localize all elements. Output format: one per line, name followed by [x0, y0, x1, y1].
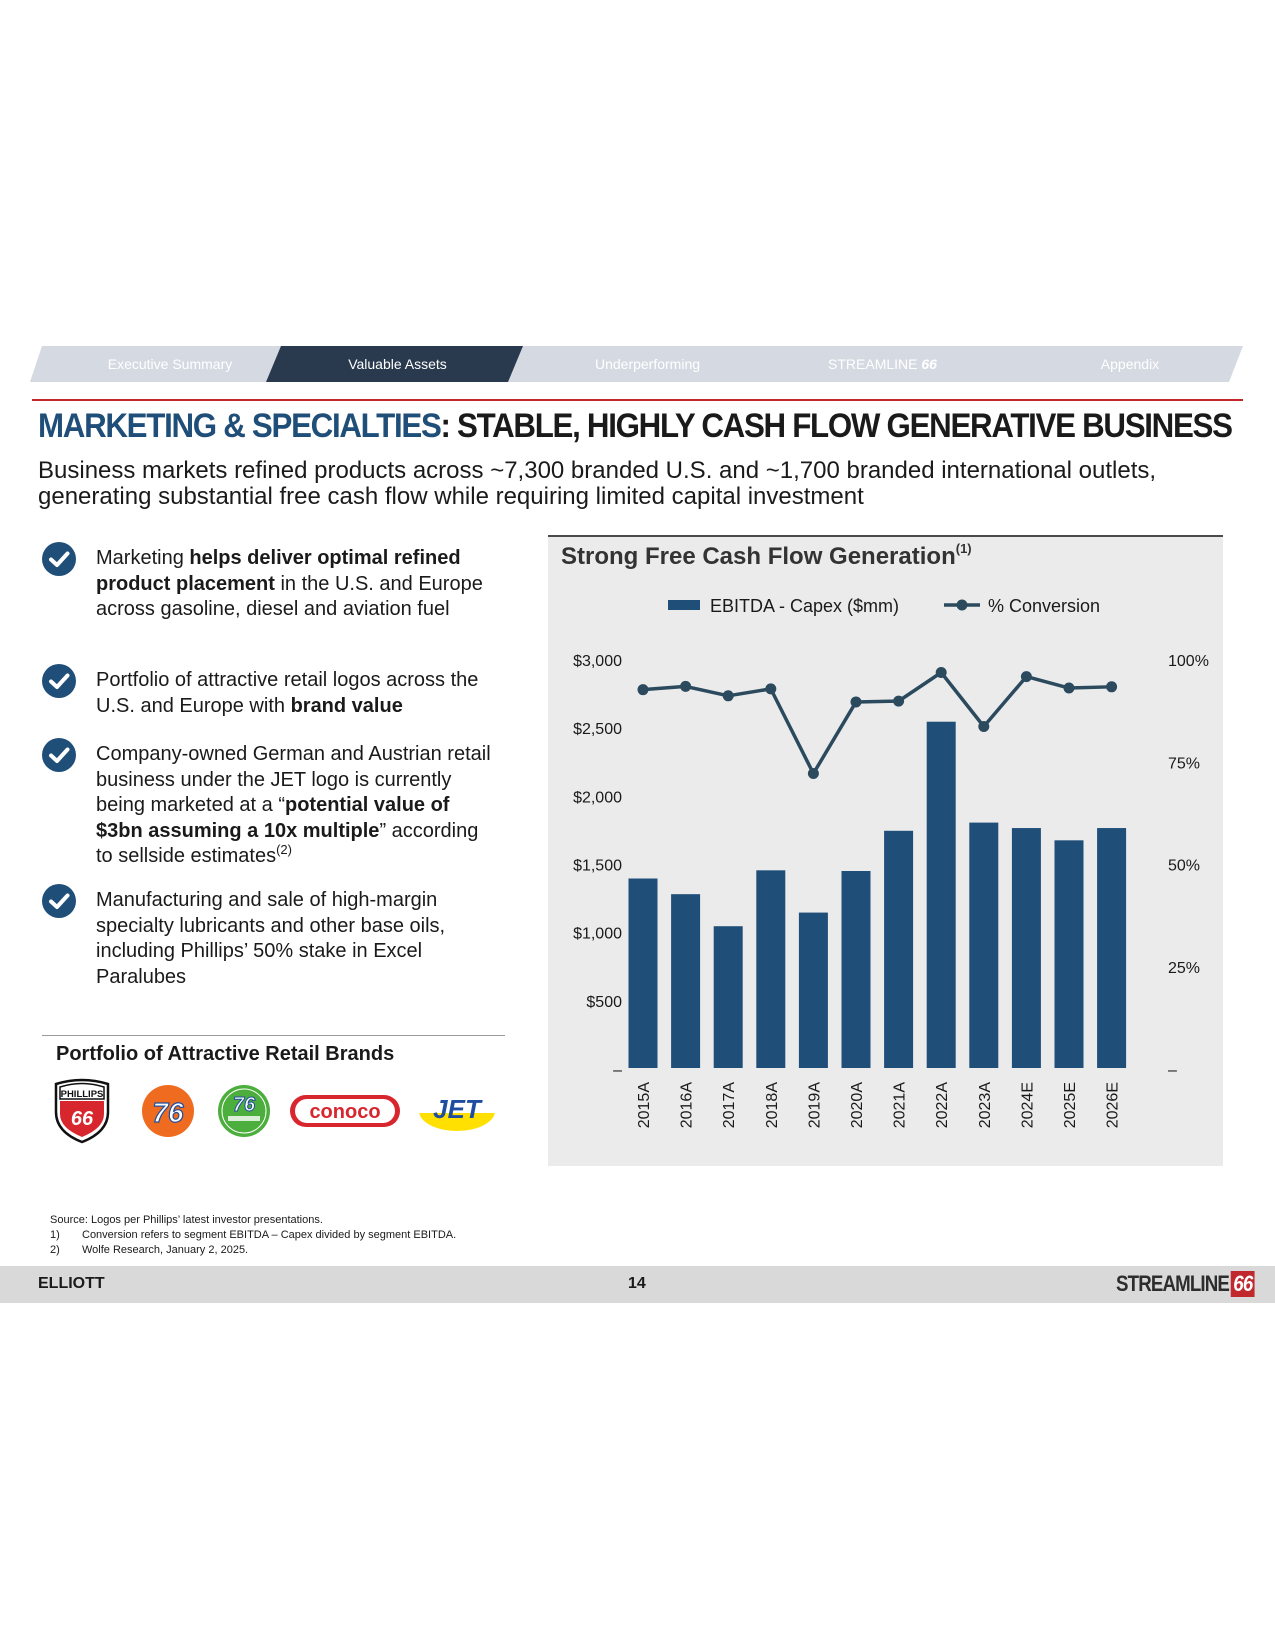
x-tick-label: 2022A [934, 1082, 952, 1129]
jet-logo [419, 1091, 495, 1131]
page-footer [0, 1266, 1275, 1303]
y-right-tick-label: 50% [1168, 857, 1201, 875]
x-tick-label: 2018A [763, 1082, 781, 1129]
76-renewable-logo [218, 1085, 270, 1137]
bar [629, 878, 658, 1068]
tab-streamline-66[interactable] [775, 346, 990, 382]
76-logo [142, 1085, 194, 1137]
x-tick-label: 2015A [636, 1082, 653, 1129]
footnote-source: Source: Logos per Phillips’ latest investor presentations. [50, 1214, 323, 1226]
svg-text:PHILLIPS: PHILLIPS [60, 1089, 104, 1100]
x-tick-label: 2020A [849, 1082, 866, 1129]
brands-divider [42, 1035, 505, 1036]
tab-streamline-label: STREAMLINE [828, 356, 918, 372]
tab-streamline-suffix: 66 [921, 356, 937, 372]
x-tick-label: 2026E [1104, 1082, 1122, 1129]
phillips66-logo [56, 1080, 108, 1142]
brand-logos [52, 1078, 502, 1144]
x-tick-label: 2017A [721, 1082, 739, 1129]
conversion-point [978, 721, 989, 732]
svg-text:JET: JET [433, 1094, 481, 1124]
header-divider [32, 399, 1243, 401]
svg-text:76: 76 [232, 1094, 256, 1116]
svg-text:66: 66 [70, 1108, 94, 1130]
tab-executive-summary[interactable]: Executive Summary [107, 356, 233, 372]
conversion-point [1021, 671, 1032, 682]
page-title-part2: : STABLE, HIGHLY CASH FLOW GENERATIVE BUSINESS [440, 407, 1232, 445]
footnote-1: 1) Conversion refers to segment EBITDA – Capex divided by segment EBITDA. [50, 1229, 457, 1241]
conversion-point [808, 768, 819, 779]
footnotes [50, 1213, 456, 1258]
tab-appendix[interactable]: Appendix [1100, 356, 1160, 372]
bullet-4-text: Manufacturing and sale of high-margin specialty lubricants and other base oils, including Phillips’ 50% stake in Excel Paralubes [96, 889, 446, 988]
footer-brand: ELLIOTT [38, 1275, 105, 1292]
legend-line-marker [957, 600, 968, 611]
x-tick-label: 2025E [1062, 1082, 1079, 1129]
y-left-tick-label: $2,500 [573, 721, 622, 739]
footnote-2: 2) Wolfe Research, January 2, 2025. [50, 1244, 249, 1256]
chart-title: Strong Free Cash Flow Generation$^{(1)}$ [561, 541, 972, 570]
y-right-tick-label: 75% [1168, 755, 1201, 773]
x-tick-label: 2021A [891, 1082, 909, 1129]
conversion-line [643, 672, 1112, 773]
y-left-tick-label: $1,500 [573, 857, 622, 875]
conoco-logo [290, 1095, 400, 1127]
page-subtitle: Business markets refined products across ~7,300 branded U.S. and ~1,700 branded international outlets, generating substantial free cash flow while requiring limited capital investment [38, 457, 1157, 510]
y-right-tick-label: – [1168, 1062, 1177, 1079]
svg-text:76: 76 [152, 1097, 184, 1128]
conversion-point [680, 681, 691, 692]
bar [756, 870, 785, 1068]
x-tick-label: 2024E [1019, 1082, 1037, 1129]
y-right-tick-label: 25% [1168, 959, 1201, 977]
conversion-point [1064, 683, 1075, 694]
legend-bar-swatch [668, 600, 700, 610]
check-icon [42, 542, 76, 576]
y-right-tick-label: 100% [1168, 653, 1209, 670]
bar [842, 871, 871, 1068]
legend-line-label: % Conversion [988, 596, 1101, 616]
check-icon [42, 884, 76, 918]
svg-text:conoco: conoco [309, 1101, 381, 1123]
conversion-point [936, 667, 947, 678]
bar [884, 831, 913, 1068]
x-tick-label: 2019A [806, 1082, 824, 1129]
tab-underperforming[interactable]: Underperforming [594, 356, 701, 372]
legend-bar-label: EBITDA - Capex ($mm) [710, 596, 900, 616]
conversion-point [638, 684, 649, 695]
y-left-tick-label: – [613, 1062, 622, 1079]
x-tick-label: 2023A [976, 1082, 994, 1129]
bar [1055, 840, 1084, 1068]
conversion-point [723, 690, 734, 701]
tab-valuable-assets[interactable]: Valuable Assets [348, 356, 447, 372]
bullet-1-text: Marketing helps deliver optimal refined product placement in the U.S. and Europe across gasoline, diesel and aviation fuel [96, 547, 483, 620]
conversion-point [765, 683, 776, 694]
conversion-point [893, 696, 904, 707]
bar [714, 926, 743, 1068]
bar [671, 894, 700, 1068]
x-tick-label: 2016A [678, 1082, 696, 1129]
streamline-logo: STREAMLINE 66 [1116, 1271, 1255, 1297]
page-title-part1: MARKETING & SPECIALTIES [38, 407, 441, 445]
page-title [38, 407, 1232, 446]
y-left-tick-label: $2,000 [573, 789, 622, 807]
bar [1097, 828, 1126, 1068]
y-left-tick-label: $3,000 [573, 653, 622, 670]
bar [969, 823, 998, 1068]
bar [927, 722, 956, 1068]
check-icon [42, 664, 76, 698]
y-left-tick-label: $500 [586, 993, 622, 1011]
section-nav [30, 346, 1243, 382]
brands-title: Portfolio of Attractive Retail Brands [56, 1043, 395, 1065]
conversion-point [1106, 681, 1117, 692]
y-left-tick-label: $1,000 [573, 925, 622, 943]
bar [1012, 828, 1041, 1068]
bullet-2-text: Portfolio of attractive retail logos across the U.S. and Europe with brand value [96, 669, 479, 717]
bullet-3-text: Company-owned German and Austrian retail business under the JET logo is currently being marketed at a “potential value of $3bn assuming a 10x multiple” according to sellside estimates$^{(2)}$ [96, 743, 491, 867]
bar [799, 913, 828, 1068]
fcf-chart [548, 537, 1223, 1166]
conversion-point [851, 696, 862, 707]
check-icon [42, 738, 76, 772]
page-number: 14 [628, 1275, 646, 1292]
